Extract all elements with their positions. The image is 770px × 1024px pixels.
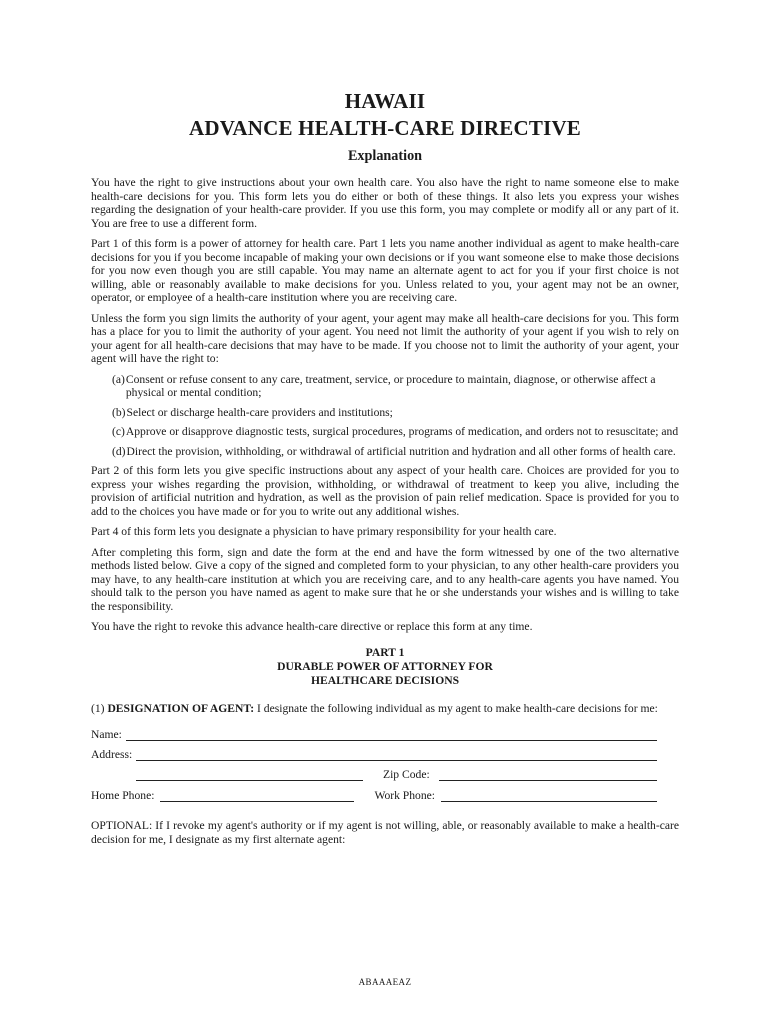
explanation-paragraph-5: Part 4 of this form lets you designate a physician to have primary responsibility for your health care. [91, 525, 557, 538]
explanation-paragraph-7: You have the right to revoke this advance health-care directive or replace this form at any time. [91, 620, 533, 633]
list-item-text: Consent or refuse consent to any care, treatment, service, or procedure to maintain, diagnose, or otherwise affect a physical or mental condition; [125, 372, 656, 399]
designation-number: (1) [91, 701, 105, 715]
agent-address-label: Address: [91, 748, 133, 761]
agent-name-row [91, 727, 679, 741]
agent-address-row [91, 747, 679, 761]
agent-rights-list [91, 373, 679, 459]
explanation-paragraph-4: Part 2 of this form lets you give specific instructions about any aspect of your health care. Choices are provided for you to express your wishes regarding the provision, withholding, or withdrawal of treatment to keep you alive, including the provision of artificial nutrition and hydration, as well as the provision of pain relief medication. Space is provided for you to add to the choices you have made or for you to write out any additional wishes. [91, 464, 679, 518]
optional-alternate-agent-text: OPTIONAL: If I revoke my agent's authority or if my agent is not willing, able, or reasonably available to make a health-care decision for me, I designate as my first alternate agent: [91, 819, 679, 846]
list-item [91, 373, 679, 400]
section-heading-explanation: Explanation [347, 148, 423, 164]
agent-home-phone-label: Home Phone: [91, 789, 155, 802]
list-item-text: Direct the provision, withholding, or withdrawal of artificial nutrition and hydration and all other forms of health care. [126, 444, 676, 458]
part1-number: PART 1 [365, 645, 405, 659]
list-item-marker: (d) [112, 444, 126, 458]
list-item [91, 445, 679, 459]
agent-address-line2-field[interactable] [136, 770, 363, 781]
list-item [91, 425, 679, 439]
explanation-paragraph-2: Part 1 of this form is a power of attorney for health care. Part 1 lets you name another individual as agent to make health-care decisions for you if you become incapable of making your own decisions or if you want someone else to make those decisions for you now even though you are still capable. You may name an alternate agent to act for you if your first choice is not willing, able or reasonably available to make decisions for you. Unless related to you, your agent may not be an owner, operator, or employee of a health-care institution where you are receiving care. [91, 237, 679, 304]
document-title-state: HAWAII [344, 89, 426, 113]
list-item-marker: (b) [112, 405, 126, 419]
explanation-paragraph-6: After completing this form, sign and date the form at the end and have the form witnessed by one of the two alternative methods listed below. Give a copy of the signed and completed form to your physician, to any other health-care providers you may have, to any health-care institution at which you are receiving care, and to any health-care agents you have named. You should talk to the person you have named as agent to make sure that he or she understands your wishes and is willing to take the responsibility. [91, 545, 679, 613]
footer-code: ABAAAEAZ [358, 977, 412, 987]
agent-work-phone-field[interactable] [441, 791, 657, 802]
part1-heading [91, 646, 679, 688]
agent-work-phone-label: Work Phone: [374, 789, 436, 802]
agent-phone-row [91, 788, 679, 802]
document-content [91, 88, 679, 853]
list-item-text: Approve or disapprove diagnostic tests, surgical procedures, programs of medication, and orders not to resuscitate; and [125, 425, 679, 438]
list-item-text: Select or discharge health-care providers and institutions; [126, 405, 393, 419]
agent-name-field[interactable] [126, 730, 657, 741]
designation-text: I designate the following individual as my agent to make health-care decisions for me: [257, 701, 658, 715]
list-item-marker: (a) [112, 372, 125, 386]
agent-address-field[interactable] [136, 750, 657, 761]
agent-name-label: Name: [91, 728, 122, 741]
designation-of-agent [91, 702, 679, 716]
explanation-paragraph-3: Unless the form you sign limits the authority of your agent, your agent may make all health-care decisions for you. This form has a place for you to limit the authority of your agent. You need not limit the authority of your agent if you wish to rely on your agent for all health-care decisions that may have to be made. If you choose not to limit the authority of your agent, your agent will have the right to: [91, 311, 679, 365]
designation-label: DESIGNATION OF AGENT: [107, 701, 255, 715]
part1-title-line2: HEALTHCARE DECISIONS [310, 673, 460, 687]
agent-zip-field[interactable] [439, 770, 657, 781]
agent-address-zip-row [91, 767, 679, 781]
explanation-paragraph-1: You have the right to give instructions about your own health care. You also have the right to name someone else to make health-care decisions for you. This form lets you do either or both of these things. It also lets you express your wishes regarding the designation of your health-care provider. If you use this form, you may complete or modify all or any part of it. You are free to use a different form. [91, 176, 679, 230]
list-item-marker: (c) [112, 425, 125, 438]
agent-home-phone-field[interactable] [160, 791, 354, 802]
part1-title-line1: DURABLE POWER OF ATTORNEY FOR [277, 659, 493, 673]
list-item [91, 406, 679, 420]
document-title: ADVANCE HEALTH-CARE DIRECTIVE [188, 116, 582, 140]
agent-zip-label: Zip Code: [383, 768, 430, 781]
